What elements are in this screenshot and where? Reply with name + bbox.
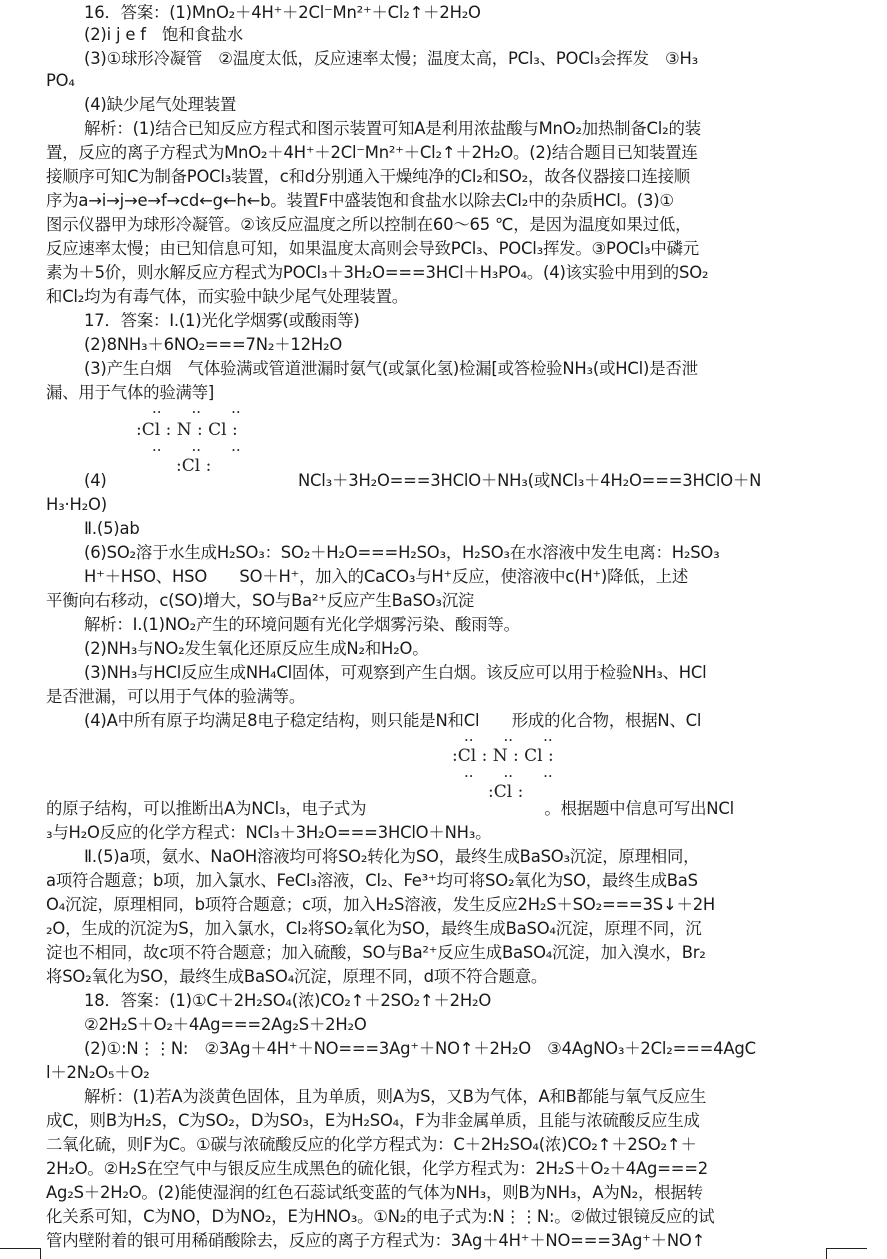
text-line: 化关系可知，C为NO，D为NO₂，E为HNO₃。①N₂的电子式为:N⋮⋮N:。②做过银镜反应的试 — [46, 1207, 715, 1226]
lewis-bottom: :Cl : — [176, 456, 212, 476]
lewis-dots-top: ·· ·· ·· — [152, 403, 241, 421]
text-line: 二氧化硫，则F为C。①碳与浓硫酸反应的化学方程式为：C＋2H₂SO₄(浓)CO₂↑＋2SO₂↑＋ — [46, 1135, 697, 1154]
text-line: PO₄ — [46, 71, 75, 90]
text-line: O₄沉淀，原理相同，b项符合题意；c项，加入H₂S溶液，发生反应2H₂S＋SO₂===3S↓＋2H — [46, 895, 716, 914]
text-line: 将SO₂氧化为SO，最终生成BaSO₄沉淀，原理不同，d项不符合题意。 — [46, 967, 548, 986]
text-line: NCl₃＋3H₂O===3HClO＋NH₃(或NCl₃＋4H₂O===3HClO＋N — [298, 471, 762, 490]
text-line: 平衡向右移动，c(SO)增大，SO与Ba²⁺反应产生BaSO₃沉淀 — [46, 591, 475, 610]
lewis-row: :Cl : N : Cl : — [452, 746, 554, 766]
text-line: a项符合题意；b项，加入氯水、FeCl₃溶液，Cl₂、Fe³⁺均可将SO₂氧化为SO，最终生成BaS — [46, 871, 698, 890]
text-line: 17．答案：Ⅰ.(1)光化学烟雾(或酸雨等) — [84, 311, 360, 330]
lewis-dots-top: ·· ·· ·· — [464, 731, 553, 749]
text-line: 漏、用于气体的验满等] — [46, 383, 215, 402]
text-line: H₃·H₂O) — [46, 495, 107, 514]
text-line: (2)i j e f 饱和食盐水 — [84, 25, 243, 44]
text-line: Ⅱ.(5)ab — [84, 519, 140, 538]
text-line: (3)①球形冷凝管 ②温度太低，反应速率太慢；温度太高，PCl₃、POCl₃会挥发 ③H₃ — [84, 49, 698, 68]
text-line: 素为＋5价，则水解反应方程式为POCl₃＋3H₂O===3HCl＋H₃PO₄。(4)该实验中用到的SO₂ — [46, 263, 709, 282]
text-line: 序为a→i→j→e→f→cd←g←h←b。装置F中盛装饱和食盐水以除去Cl₂中的杂质HCl。(3)① — [46, 191, 674, 210]
text-line: 16．答案：(1)MnO₂＋4H⁺＋2Cl⁻Mn²⁺＋Cl₂↑＋2H₂O — [84, 3, 481, 22]
text-line: (2)①:N⋮⋮N: ②3Ag＋4H⁺＋NO===3Ag⁺＋NO↑＋2H₂O ③4AgNO₃＋2Cl₂===4AgC — [84, 1039, 756, 1058]
text-line: l＋2N₂O₅＋O₂ — [46, 1063, 150, 1082]
lewis-dots-mid: ·· ·· ·· — [464, 767, 553, 785]
page-corner-right — [826, 1248, 867, 1259]
text-line: 接顺序可知C为制备POCl₃装置，c和d分别通入干燥纯净的Cl₂和SO₂，故各仪器接口连接顺 — [46, 167, 690, 186]
lewis-bottom: :Cl : — [488, 782, 524, 802]
text-line: 是否泄漏，可以用于气体的验满等。 — [46, 687, 306, 706]
text-line: (2)NH₃与NO₂发生氧化还原反应生成N₂和H₂O。 — [84, 639, 429, 658]
text-line: (2)8NH₃＋6NO₂===7N₂＋12H₂O — [84, 335, 343, 354]
text-line: 解析：Ⅰ.(1)NO₂产生的环境问题有光化学烟雾污染、酸雨等。 — [84, 615, 520, 634]
text-line: 淀也不相同，故c项不符合题意；加入硫酸，SO与Ba²⁺反应生成BaSO₄沉淀，加入溴水，Br₂ — [46, 943, 706, 962]
text-line: 2H₂O。②H₂S在空气中与银反应生成黑色的硫化银，化学方程式为：2H₂S＋O₂＋4Ag===2 — [46, 1159, 709, 1178]
text-line: ₃与H₂O反应的化学方程式：NCl₃＋3H₂O===3HClO＋NH₃。 — [46, 823, 492, 842]
text-line: (4) — [84, 471, 107, 490]
page-corner-left — [0, 1248, 41, 1259]
text-line: 和Cl₂均为有毒气体，而实验中缺少尾气处理装置。 — [46, 287, 408, 306]
text-line: 反应速率太慢；由已知信息可知，如果温度太高则会导致PCl₃、POCl₃挥发。③POCl₃中磷元 — [46, 239, 699, 258]
text-line: 置，反应的离子方程式为MnO₂＋4H⁺＋2Cl⁻Mn²⁺＋Cl₂↑＋2H₂O。(2)结合题目已知装置连 — [46, 143, 698, 162]
text-line: 解析：(1)若A为淡黄色固体，且为单质，则A为S，又B为气体，A和B都能与氧气反应生 — [84, 1087, 707, 1106]
text-line: (4)缺少尾气处理装置 — [84, 95, 237, 114]
text-line: ②2H₂S＋O₂＋4Ag===2Ag₂S＋2H₂O — [84, 1015, 367, 1034]
lewis-row: :Cl : N : Cl : — [136, 420, 238, 440]
text-line: (6)SO₂溶于水生成H₂SO₃：SO₂＋H₂O===H₂SO₃，H₂SO₃在水溶液中发生电离：H₂SO₃ — [84, 543, 720, 562]
text-line: H⁺＋HSO、HSO SO＋H⁺，加入的CaCO₃与H⁺反应，使溶液中c(H⁺)降低，上述 — [84, 567, 689, 586]
text-line: 管内壁附着的银可用稀硝酸除去，反应的离子方程式为：3Ag＋4H⁺＋NO===3Ag⁺＋NO↑ — [46, 1231, 706, 1250]
text-line: 解析：(1)结合已知反应方程式和图示装置可知A是利用浓盐酸与MnO₂加热制备Cl₂的装 — [84, 119, 701, 138]
text-line: Ag₂S＋2H₂O。(2)能使湿润的红色石蕊试纸变蓝的气体为NH₃，则B为NH₃，A为N₂，根据转 — [46, 1183, 703, 1202]
text-line: 图示仪器甲为球形冷凝管。②该反应温度之所以控制在60～65 ℃，是因为温度如果过低， — [46, 215, 692, 234]
text-line: ₂O，生成的沉淀为S，加入氯水，Cl₂将SO₂氧化为SO，最终生成BaSO₄沉淀，原理不同，沉 — [46, 919, 702, 938]
text-line: (4)A中所有原子均满足8电子稳定结构，则只能是N和Cl 形成的化合物，根据N、Cl — [84, 711, 702, 730]
text-line: Ⅱ.(5)a项，氨水、NaOH溶液均可将SO₂转化为SO，最终生成BaSO₃沉淀，原理相同， — [84, 847, 700, 866]
text-line: (3)产生白烟 气体验满或管道泄漏时氨气(或氯化氢)检漏[或答检验NH₃(或HCl)是否泄 — [84, 359, 698, 378]
text-line: 18．答案：(1)①C＋2H₂SO₄(浓)CO₂↑＋2SO₂↑＋2H₂O — [84, 991, 492, 1010]
lewis-dots-mid: ·· ·· ·· — [152, 441, 241, 459]
text-line: (3)NH₃与HCl反应生成NH₄Cl固体，可观察到产生白烟。该反应可以用于检验NH₃、HCl — [84, 663, 707, 682]
text-line: 的原子结构，可以推断出A为NCl₃，电子式为 。根据题中信息可写出NCl — [46, 799, 734, 818]
text-line: 成C，则B为H₂S，C为SO₂，D为SO₃，E为H₂SO₄，F为非金属单质，且能与浓硫酸反应生成 — [46, 1111, 700, 1130]
